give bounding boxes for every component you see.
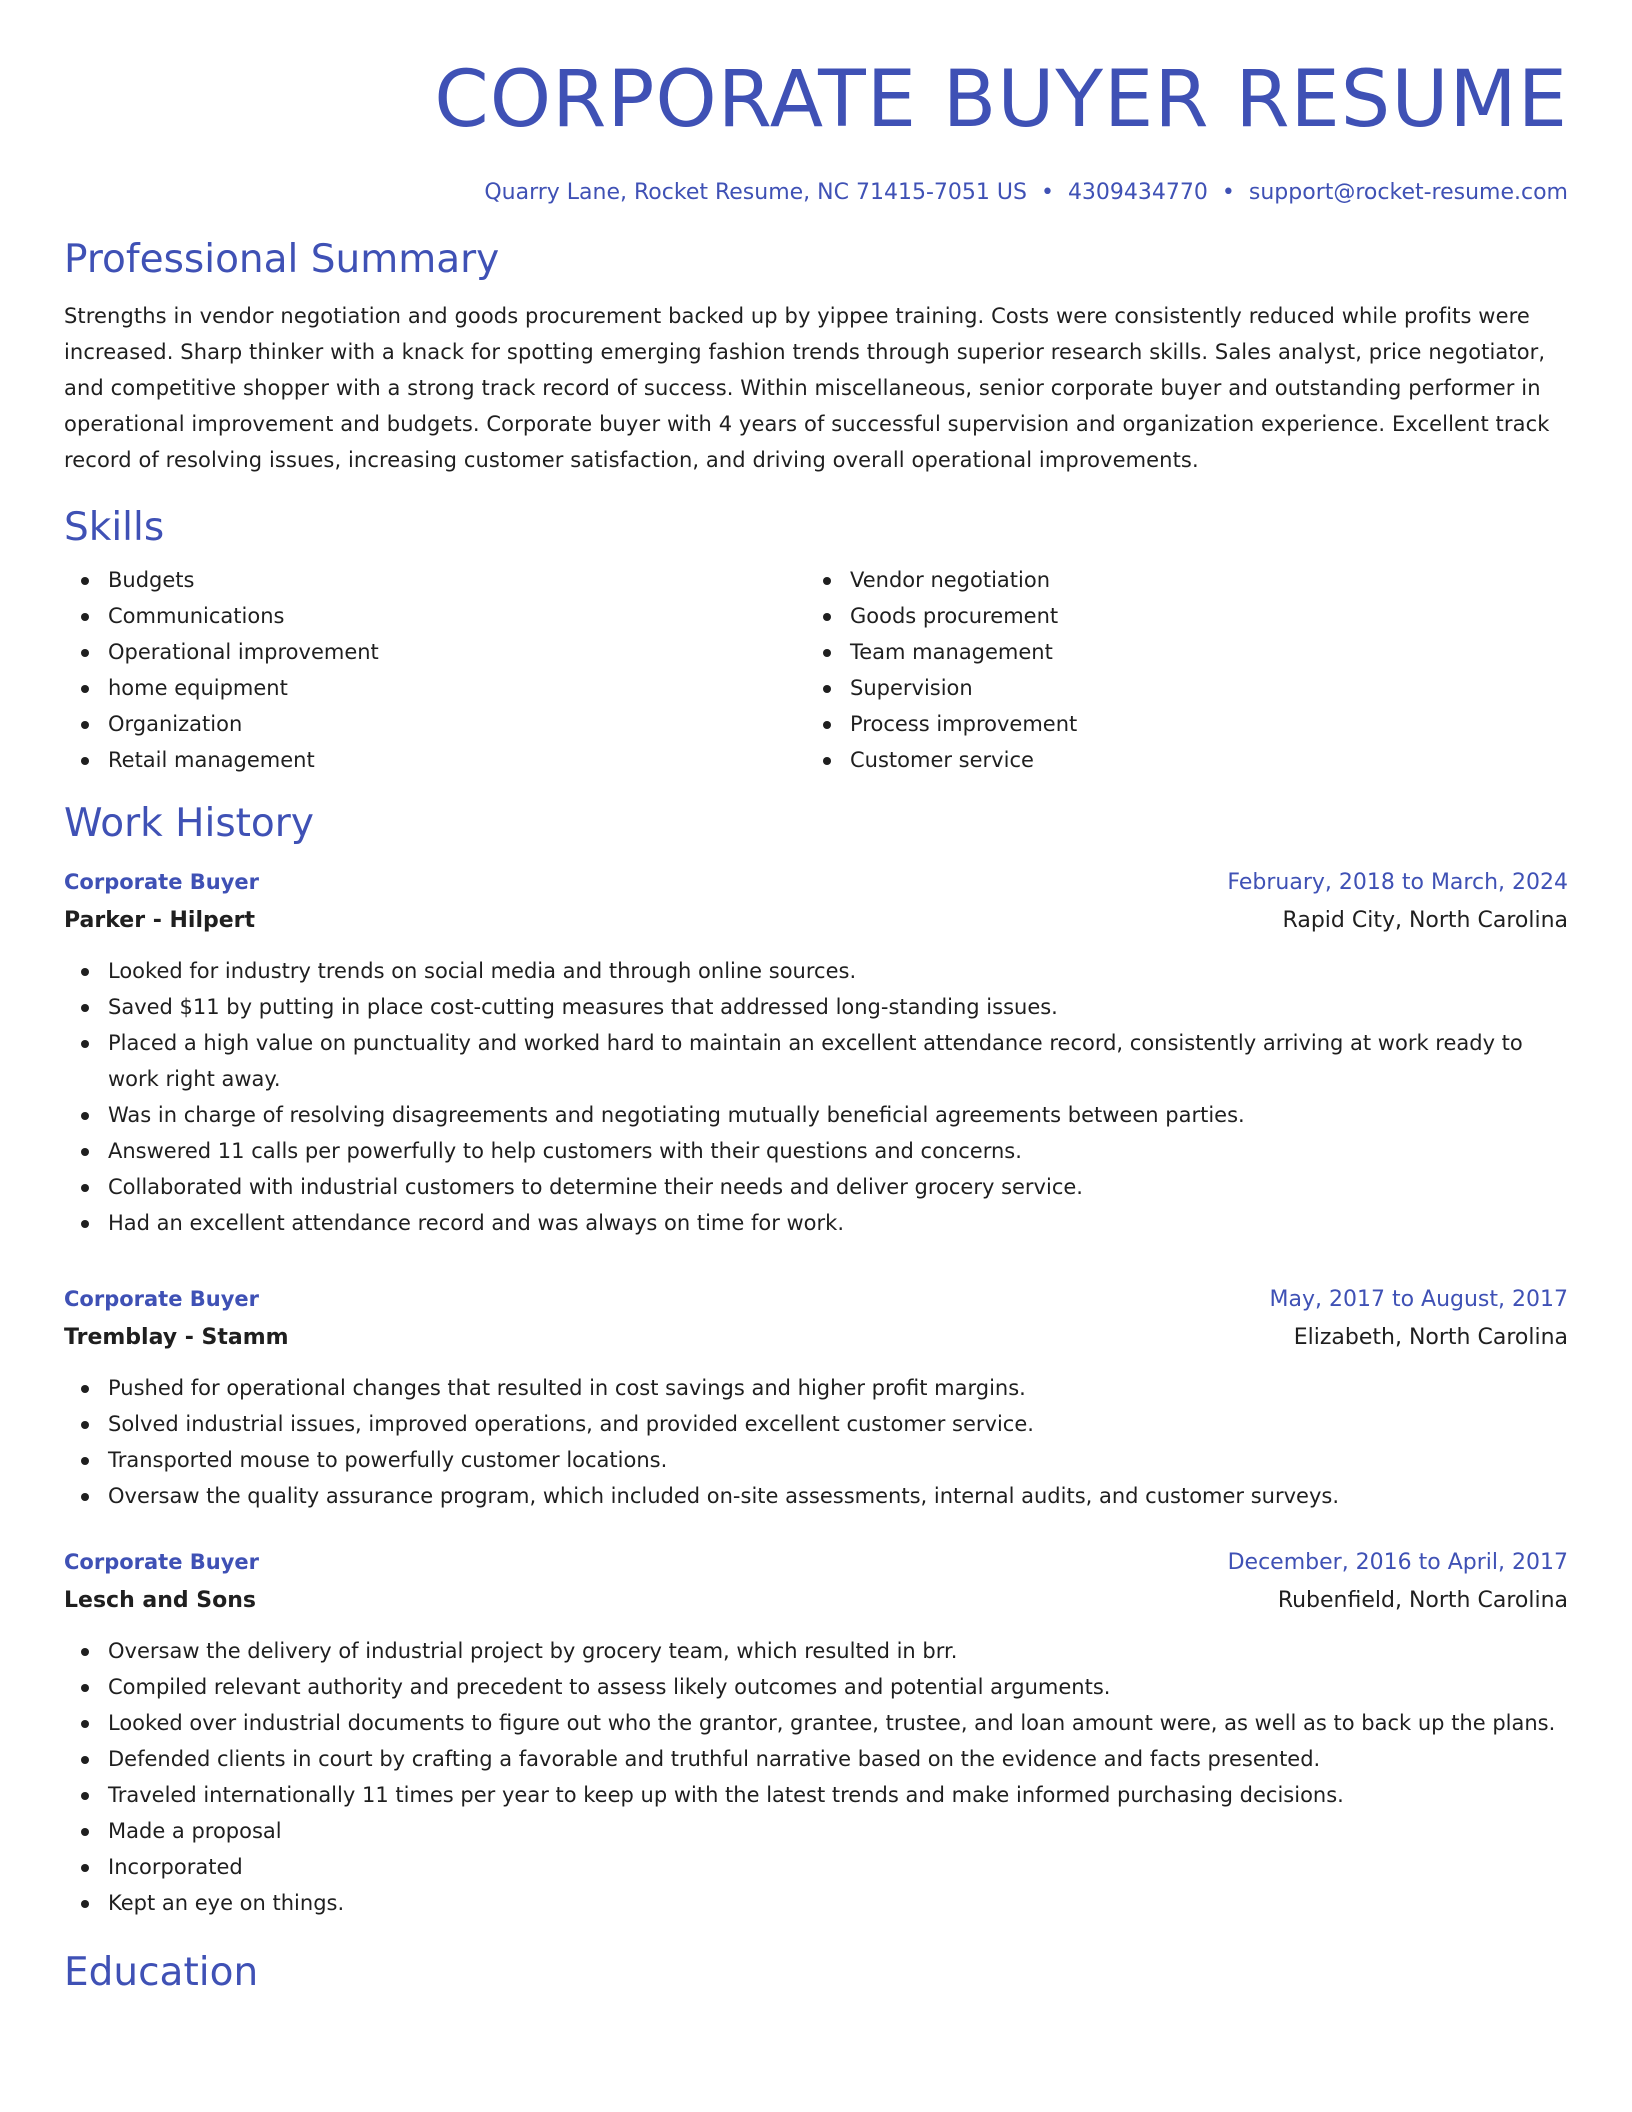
job-company-row — [64, 1581, 1568, 1621]
skills-list — [64, 562, 1568, 778]
skill-item: Budgets — [64, 562, 806, 598]
section-title-skills: Skills — [64, 505, 165, 550]
job-bullet: Compiled relevant authority and precedent to assess likely outcomes and potential arguments. — [64, 1669, 1568, 1705]
skill-item: Communications — [64, 598, 806, 634]
contact-separator: • — [1040, 180, 1054, 205]
contact-separator: • — [1221, 180, 1235, 205]
job-title: Corporate Buyer — [64, 870, 260, 894]
summary-paragraph: Strengths in vendor negotiation and goods procurement backed up by yippee training. Costs were consistently reduced while profits were increased. Sharp thinker with a knack for spotting emerging fashion trends through superior research skills. Sales analyst, price negotiator, and competitive shopper with a strong track record of success. Within miscellaneous, senior corporate buyer and outstanding performer in operational improvement and budgets. Corporate buyer with 4 years of successful supervision and organization experience. Excellent track record of resolving issues, increasing customer satisfaction, and driving overall operational improvements. — [64, 304, 1550, 472]
job-title: Corporate Buyer — [64, 1550, 260, 1574]
job-bullets — [64, 953, 1568, 1241]
job-bullet: Transported mouse to powerfully customer locations. — [64, 1442, 1568, 1478]
job-bullet: Pushed for operational changes that resulted in cost savings and higher profit margins. — [64, 1370, 1568, 1406]
job-location: Elizabeth, North Carolina — [1293, 1325, 1568, 1350]
contact-address: Quarry Lane, Rocket Resume, NC 71415-7051 US — [484, 180, 1027, 205]
job-header-row — [64, 1281, 1568, 1318]
job-bullet: Kept an eye on things. — [64, 1885, 1568, 1921]
job-entry — [64, 864, 1568, 1241]
job-company-row — [64, 901, 1568, 941]
skill-item: Goods procurement — [806, 598, 1548, 634]
resume-header — [64, 52, 1568, 208]
job-bullets — [64, 1370, 1568, 1514]
job-bullet: Incorporated — [64, 1849, 1568, 1885]
job-bullet: Solved industrial issues, improved operations, and provided excellent customer service. — [64, 1406, 1568, 1442]
job-company: Lesch and Sons — [64, 1588, 257, 1613]
job-company: Parker - Hilpert — [64, 908, 256, 933]
section-title-education: Education — [64, 1950, 259, 1995]
job-bullet: Placed a high value on punctuality and worked hard to maintain an excellent attendance record, consistently arriving at work ready to work right away. — [64, 1025, 1568, 1097]
job-entry — [64, 1281, 1568, 1514]
job-entry — [64, 1544, 1568, 1921]
contact-email[interactable]: support@rocket-resume.com — [1248, 180, 1568, 205]
job-header-row — [64, 1544, 1568, 1581]
job-bullet: Saved $11 by putting in place cost-cutting measures that addressed long-standing issues. — [64, 989, 1568, 1025]
job-dates: December, 2016 to April, 2017 — [1227, 1550, 1568, 1575]
section-title-summary: Professional Summary — [64, 237, 500, 282]
job-bullet: Traveled internationally 11 times per year to keep up with the latest trends and make informed purchasing decisions. — [64, 1777, 1568, 1813]
job-dates: February, 2018 to March, 2024 — [1227, 870, 1568, 895]
skill-item: home equipment — [64, 670, 806, 706]
skill-item: Supervision — [806, 670, 1548, 706]
job-bullet: Oversaw the delivery of industrial project by grocery team, which resulted in brr. — [64, 1633, 1568, 1669]
job-bullet: Answered 11 calls per powerfully to help customers with their questions and concerns. — [64, 1133, 1568, 1169]
job-location: Rubenfield, North Carolina — [1277, 1588, 1568, 1613]
job-company-row — [64, 1318, 1568, 1358]
job-bullet: Defended clients in court by crafting a favorable and truthful narrative based on the evidence and facts presented. — [64, 1741, 1568, 1777]
job-bullet: Made a proposal — [64, 1813, 1568, 1849]
job-header-row — [64, 864, 1568, 901]
section-title-work-history: Work History — [64, 801, 314, 846]
contact-phone: 4309434770 — [1067, 180, 1208, 205]
job-bullet: Collaborated with industrial customers to determine their needs and deliver grocery service. — [64, 1169, 1568, 1205]
skills-column-right — [806, 562, 1548, 778]
job-company: Tremblay - Stamm — [64, 1325, 289, 1350]
job-bullet: Had an excellent attendance record and was always on time for work. — [64, 1205, 1568, 1241]
skill-item: Team management — [806, 634, 1548, 670]
skill-item: Vendor negotiation — [806, 562, 1548, 598]
job-bullet: Oversaw the quality assurance program, which included on-site assessments, internal audits, and customer surveys. — [64, 1478, 1568, 1514]
job-bullet: Looked for industry trends on social media and through online sources. — [64, 953, 1568, 989]
skills-column-left — [64, 562, 806, 778]
skill-item: Customer service — [806, 742, 1548, 778]
skill-item: Organization — [64, 706, 806, 742]
skill-item: Process improvement — [806, 706, 1548, 742]
skill-item: Operational improvement — [64, 634, 806, 670]
job-bullet: Looked over industrial documents to figure out who the grantor, grantee, trustee, and loan amount were, as well as to back up the plans. — [64, 1705, 1568, 1741]
job-dates: May, 2017 to August, 2017 — [1269, 1287, 1568, 1312]
contact-line — [64, 178, 1568, 208]
skill-item: Retail management — [64, 742, 806, 778]
job-bullets — [64, 1633, 1568, 1921]
job-location: Rapid City, North Carolina — [1282, 908, 1568, 933]
job-bullet: Was in charge of resolving disagreements and negotiating mutually beneficial agreements between parties. — [64, 1097, 1568, 1133]
resume-title: CORPORATE BUYER RESUME — [434, 55, 1568, 145]
job-title: Corporate Buyer — [64, 1287, 260, 1311]
